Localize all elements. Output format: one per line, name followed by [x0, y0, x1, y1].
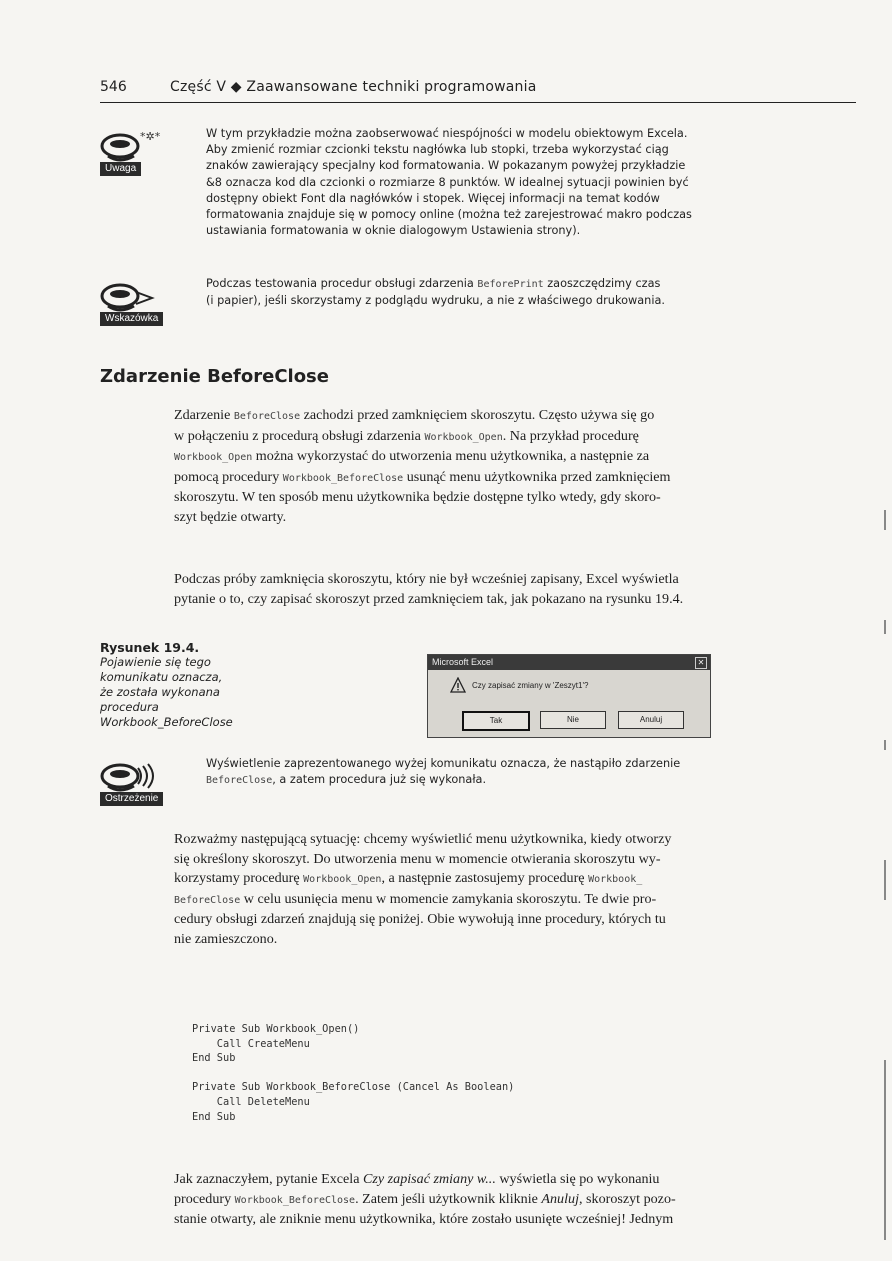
note-line: Wyświetlenie zaprezentowanego wyżej komunikatu oznacza, że nastąpiło zdarzenie [206, 757, 681, 770]
section-heading: Zdarzenie BeforeClose [100, 366, 329, 387]
paragraph: Zdarzenie BeforeClose zachodzi przed zamknięciem skoroszytu. Często używa się go w połączeniu z procedurą obsługi zdarzenia Workbook_Open. Na przykład procedurę Workbook_Open można wykorzystać do utworzenia menu użytkownika, a następnie za pomocą procedury Workbook_BeforeClose usunąć menu użytkownika przed zamknięciem skoroszytu. W ten sposób menu użytkownika będzie dostępne tylko wtedy, gdy skoro- szyt będzie otwarty. [174, 407, 671, 525]
satellite-dish-warning-icon [100, 756, 184, 816]
cancel-button[interactable]: Anuluj [618, 711, 684, 729]
note-text [206, 276, 846, 309]
excel-save-dialog [427, 654, 711, 738]
note-text [206, 756, 846, 789]
yes-button[interactable]: Tak [462, 711, 530, 731]
note-line: Aby zmienić rozmiar czcionki tekstu nagłówka lub stopki, trzeba wykorzystać ciąg [206, 143, 669, 157]
note-line: Podczas testowania procedur obsługi zdarzenia BeforePrint zaoszczędzimy czas [206, 277, 661, 290]
note-line: dostępny obiekt Font dla nagłówków i stopek. Więcej informacji na temat kodów [206, 191, 660, 205]
note-line: znaków zawierający specjalny kod formatowania. W pokazanym powyżej przykładzie [206, 159, 686, 173]
no-button[interactable]: Nie [540, 711, 606, 729]
note-text [206, 126, 846, 239]
dialog-message: Czy zapisać zmiany w 'Zeszyt1'? [472, 681, 589, 690]
note-line: (i papier), jeśli skorzystamy z podglądu wydruku, a nie z właściwego drukowania. [206, 294, 665, 308]
note-ostrzezenie [100, 756, 850, 812]
paragraph: Rozważmy następującą sytuację: chcemy wyświetlić menu użytkownika, kiedy otworzy się określony skoroszyt. Do utworzenia menu w momencie otwierania skoroszytu wy- korzystamy procedurę Workbook_Open, a następnie zastosujemy procedurę Workbook_ BeforeClose w celu usunięcia menu w momencie zamykania skoroszytu. Te dwie pro- cedury obsługi zdarzeń znajdują się poniżej. Obie wywołują inne procedury, których tu nie zamieszczono. [174, 831, 672, 947]
running-title: Część V ◆ Zaawansowane techniki programowania [170, 79, 537, 95]
note-wskazowka [100, 276, 850, 336]
note-line: W tym przykładzie można zaobserwować niespójności w modelu obiektowym Excela. [206, 127, 688, 140]
figure-label: Rysunek 19.4. [100, 640, 200, 655]
note-line: &8 oznacza kod dla czcionki o rozmiarze 8 punktów. W idealnej sytuacji powinien być [206, 175, 689, 189]
figure-caption: Rysunek 19.4. Pojawienie się tego komunikatu oznacza, że została wykonana procedura Workbook_BeforeClose [100, 640, 280, 730]
dialog-titlebar: Microsoft Excel ✕ [428, 655, 710, 670]
note-uwaga [100, 126, 850, 242]
satellite-dish-tip-icon [100, 276, 184, 336]
note-line: formatowania znajduje się w pomocy online (można też zarejestrować makro podczas [206, 208, 692, 222]
svg-text:*✲*: *✲* [140, 130, 161, 143]
close-icon[interactable]: ✕ [695, 657, 707, 669]
running-header [100, 78, 856, 103]
paragraph: Podczas próby zamknięcia skoroszytu, który nie był wcześniej zapisany, Excel wyświetla pytanie o to, czy zapisać skoroszyt przed zamknięciem tak, jak pokazano na rysunku 19.4. [174, 571, 684, 607]
note-line: BeforeClose, a zatem procedura już się wykonała. [206, 773, 487, 787]
paragraph: Jak zaznaczyłem, pytanie Excela Czy zapisać zmiany w... wyświetla się po wykonaniu procedury Workbook_BeforeClose. Zatem jeśli użytkownik kliknie Anuluj, skoroszyt pozo- stanie otwarty, ale zniknie menu użytkownika, które zostało usunięte wcześniej! Jednym [174, 1171, 676, 1228]
code-block: Private Sub Workbook_Open() Call CreateMenu End Sub Private Sub Workbook_BeforeClose (Cancel As Boolean) Call DeleteMenu End Sub [192, 1023, 515, 1123]
page-number: 546 [100, 79, 127, 95]
note-badge: Wskazówka [100, 312, 163, 326]
note-badge: Uwaga [100, 162, 141, 176]
warning-icon [450, 677, 466, 693]
satellite-dish-note-icon [100, 126, 184, 186]
note-line: ustawiania formatowania w oknie dialogowym Ustawienia strony). [206, 224, 581, 238]
note-badge: Ostrzeżenie [100, 792, 163, 806]
